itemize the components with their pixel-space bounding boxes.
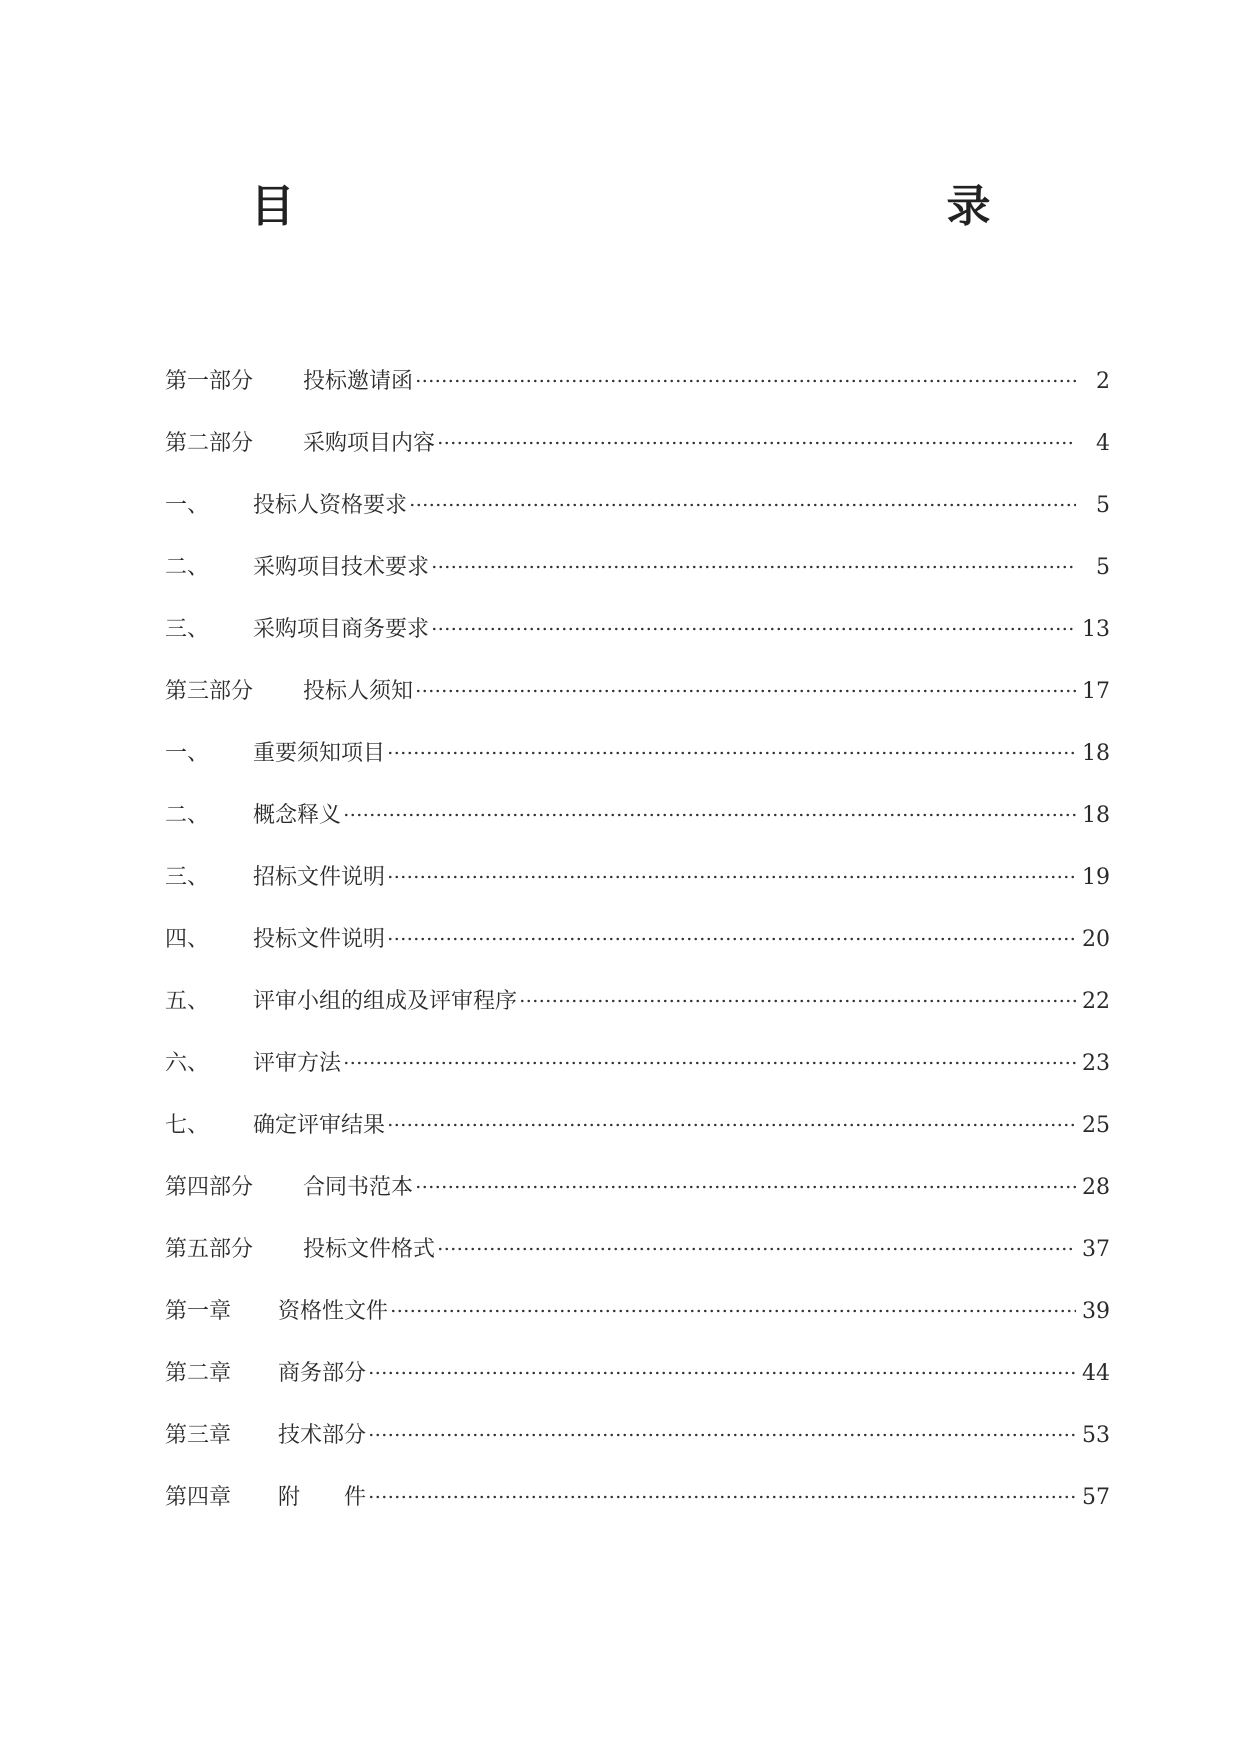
toc-entry[interactable] (165, 364, 1110, 426)
dot-leader (368, 1433, 1076, 1437)
dot-leader (390, 1309, 1076, 1313)
toc-entry-number: 第一部分 (165, 369, 254, 394)
toc-entry[interactable] (165, 612, 1110, 674)
dot-leader (343, 813, 1076, 817)
toc-entry[interactable] (165, 984, 1110, 1046)
dot-leader (387, 1123, 1076, 1127)
toc-entry-page-number: 28 (1082, 1175, 1110, 1200)
toc-entry-page-number: 5 (1096, 493, 1110, 518)
toc-entry[interactable] (165, 674, 1110, 736)
dot-leader (519, 999, 1076, 1003)
dot-leader (368, 1495, 1076, 1499)
toc-entry-number: 第四部分 (165, 1175, 254, 1200)
toc-entry-page-number: 37 (1082, 1237, 1110, 1262)
toc-entry[interactable] (165, 1294, 1110, 1356)
page-title: 目 录 (250, 181, 1121, 232)
toc-entry-number: 第二部分 (165, 431, 254, 456)
toc-entry-number: 第一章 (165, 1299, 232, 1324)
toc-entry-page-number: 23 (1082, 1051, 1110, 1076)
toc-entry-number: 六、 (165, 1051, 210, 1076)
dot-leader (387, 875, 1076, 879)
toc-entry-page-number: 17 (1082, 679, 1110, 704)
dot-leader (387, 937, 1076, 941)
dot-leader (437, 1247, 1076, 1251)
dot-leader (415, 1185, 1076, 1189)
toc-entry-label: 投标邀请函 (303, 369, 414, 394)
toc-entry-page-number: 25 (1082, 1113, 1110, 1138)
dot-leader (343, 1061, 1076, 1065)
toc-entry-number: 五、 (165, 989, 210, 1014)
dot-leader (415, 689, 1076, 693)
toc-entry-number: 第四章 (165, 1485, 232, 1510)
toc-entry-page-number: 18 (1082, 803, 1110, 828)
toc-entry-number: 第二章 (165, 1361, 232, 1386)
toc-entry-page-number: 57 (1082, 1485, 1110, 1510)
toc-entry-page-number: 53 (1082, 1423, 1110, 1448)
table-of-contents (165, 364, 1110, 1542)
toc-entry[interactable] (165, 860, 1110, 922)
toc-entry[interactable] (165, 1418, 1110, 1480)
dot-leader (387, 751, 1076, 755)
toc-entry[interactable] (165, 922, 1110, 984)
toc-entry[interactable] (165, 736, 1110, 798)
toc-entry[interactable] (165, 1170, 1110, 1232)
toc-entry-label: 评审小组的组成及评审程序 (253, 989, 518, 1014)
dot-leader (415, 379, 1076, 383)
toc-entry-page-number: 22 (1082, 989, 1110, 1014)
toc-entry-label: 附 件 (278, 1485, 367, 1510)
dot-leader (437, 441, 1076, 445)
toc-entry-number: 二、 (165, 803, 210, 828)
toc-entry-page-number: 20 (1082, 927, 1110, 952)
toc-entry-label: 投标人须知 (303, 679, 414, 704)
toc-entry-number: 一、 (165, 741, 210, 766)
toc-entry-label: 商务部分 (278, 1361, 367, 1386)
toc-entry-label: 采购项目技术要求 (253, 555, 430, 580)
toc-entry-page-number: 39 (1082, 1299, 1110, 1324)
toc-entry[interactable] (165, 550, 1110, 612)
toc-entry-label: 合同书范本 (303, 1175, 414, 1200)
toc-entry-label: 投标文件格式 (303, 1237, 436, 1262)
dot-leader (431, 627, 1076, 631)
toc-entry-label: 资格性文件 (278, 1299, 389, 1324)
toc-entry-label: 采购项目内容 (303, 431, 436, 456)
toc-entry-number: 三、 (165, 865, 210, 890)
toc-entry[interactable] (165, 798, 1110, 860)
toc-entry-label: 评审方法 (253, 1051, 342, 1076)
toc-entry-label: 确定评审结果 (253, 1113, 386, 1138)
toc-entry-label: 概念释义 (253, 803, 342, 828)
toc-entry-number: 第五部分 (165, 1237, 254, 1262)
toc-entry-number: 二、 (165, 555, 210, 580)
toc-entry-number: 四、 (165, 927, 210, 952)
toc-entry[interactable] (165, 1046, 1110, 1108)
toc-entry-page-number: 18 (1082, 741, 1110, 766)
toc-entry[interactable] (165, 1356, 1110, 1418)
toc-entry-label: 投标文件说明 (253, 927, 386, 952)
dot-leader (431, 565, 1076, 569)
toc-entry-label: 招标文件说明 (253, 865, 386, 890)
toc-entry[interactable] (165, 426, 1110, 488)
toc-entry-page-number: 2 (1096, 369, 1110, 394)
toc-entry-page-number: 5 (1096, 555, 1110, 580)
toc-entry-label: 重要须知项目 (253, 741, 386, 766)
dot-leader (368, 1371, 1076, 1375)
toc-entry-number: 七、 (165, 1113, 210, 1138)
toc-entry-page-number: 4 (1096, 431, 1110, 456)
toc-entry[interactable] (165, 1480, 1110, 1542)
toc-entry-number: 第三章 (165, 1423, 232, 1448)
toc-entry-page-number: 13 (1082, 617, 1110, 642)
toc-entry-page-number: 44 (1082, 1361, 1110, 1386)
dot-leader (409, 503, 1076, 507)
toc-entry-page-number: 19 (1082, 865, 1110, 890)
toc-entry[interactable] (165, 488, 1110, 550)
toc-entry[interactable] (165, 1108, 1110, 1170)
toc-entry[interactable] (165, 1232, 1110, 1294)
toc-entry-number: 三、 (165, 617, 210, 642)
toc-entry-number: 一、 (165, 493, 210, 518)
toc-entry-label: 采购项目商务要求 (253, 617, 430, 642)
toc-entry-label: 技术部分 (278, 1423, 367, 1448)
toc-entry-label: 投标人资格要求 (253, 493, 408, 518)
toc-entry-number: 第三部分 (165, 679, 254, 704)
